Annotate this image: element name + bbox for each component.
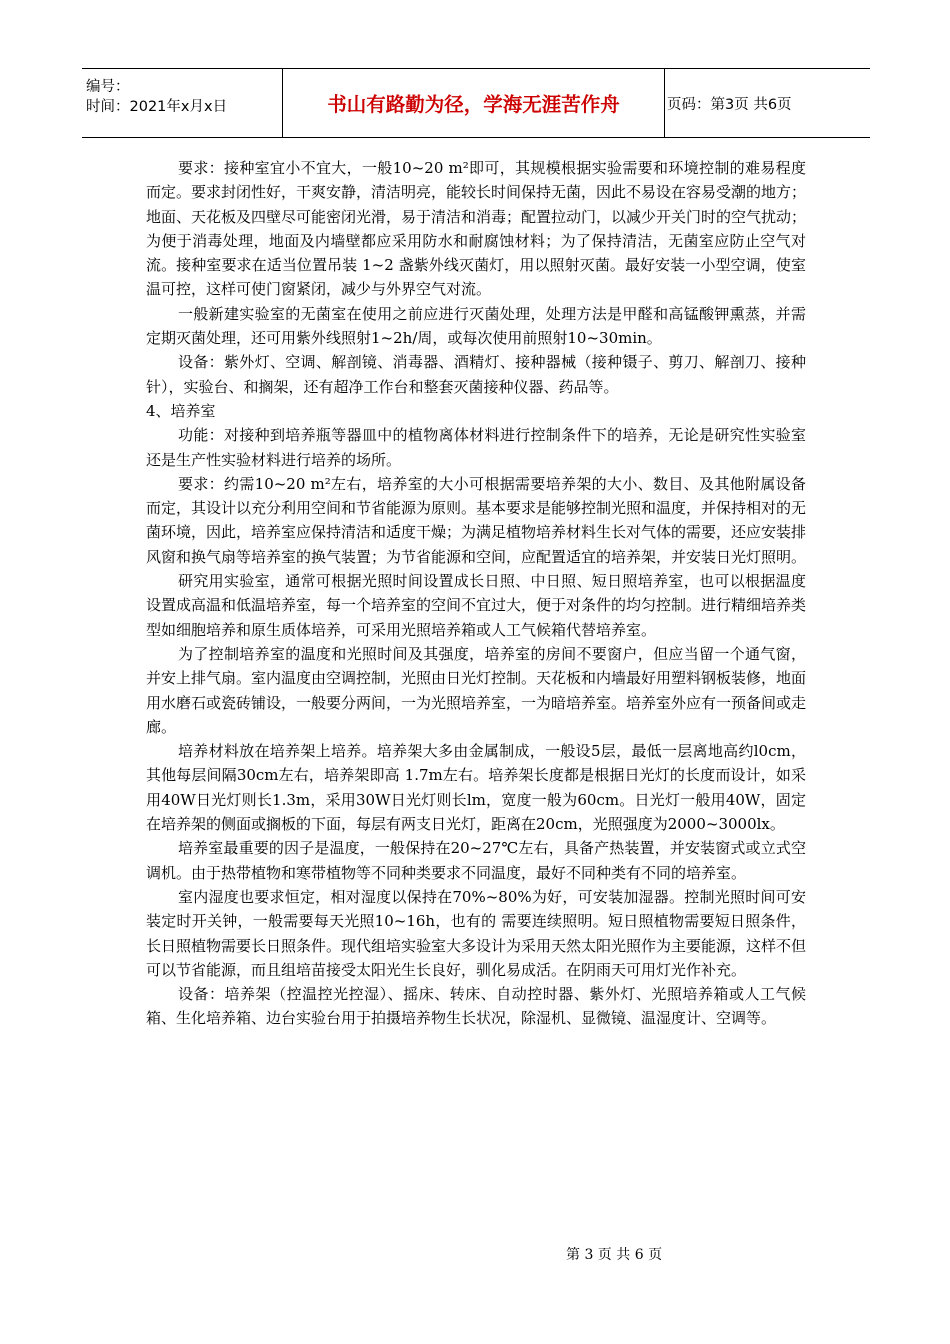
header-info [82,69,283,137]
paragraph: 培养室最重要的因子是温度，一般保持在20~27℃左右，具备产热装置，并安装窗式或立式空调机。由于热带植物和寒带植物等不同种类要求不同温度，最好不同种类有不同的培养室。 [146,839,806,882]
document-date-label: 时间：2021年x月x日 [86,99,228,115]
document-body [146,156,806,1031]
header-page-label: 页码：第3页 共6页 [667,96,792,113]
paragraph: 一般新建实验室的无菌室在使用之前应进行灭菌处理，处理方法是甲醛和高锰酸钾熏蒸，并需定期灭菌处理，还可用紫外线照射1~2h/周，或每次使用前照射10~30min。 [146,304,806,348]
paragraph: 为了控制培养室的温度和光照时间及其强度，培养室的房间不要窗户，但应当留一个通气窗，并安上排气扇。室内温度由空调控制，光照由日光灯控制。天花板和内墙最好用塑料钢板装修，地面用水磨石或瓷砖铺设，一般要分两间，一为光照培养室，一为暗培养室。培养室外应有一预备间或走廊。 [146,644,807,736]
section-heading: 4、培养室 [146,401,216,420]
paragraph: 室内湿度也要求恒定，相对湿度以保持在70%~80%为好，可安装加湿器。控制光照时间可安装定时开关钟，一般需要每天光照10~16h，也有的 需要连续照明。短日照植物需要短日照条件，长日照植物需要长日照条件。现代组培实验室大多设计为采用天然太阳光照作为主要能源，这样不但可以节省能源，而且组培苗接受太阳光生长良好，驯化易成活。在阴雨天可用灯光作补充。 [146,887,807,979]
page-header [82,68,870,138]
paragraph: 培养材料放在培养架上培养。培养架大多由金属制成，一般设5层，最低一层离地高约l0cm，其他每层间隔30cm左右，培养架即高 1.7m左右。培养架长度都是根据日光灯的长度而设计，如采用40W日光灯则长1.3m，采用30W日光灯则长lm，宽度一般为60cm。日光灯一般用40W，固定在培养架的侧面或搁板的下面，每层有两支日光灯，距离在20cm，光照强度为2000~3000lx。 [146,742,806,834]
paragraph: 要求：约需10~20 m²左右，培养室的大小可根据需要培养架的大小、数目、及其他附属设备而定，其设计以充分利用空间和节省能源为原则。基本要求是能够控制光照和温度，并保持相对的无菌环境，因此，培养室应保持清洁和适度干燥；为满足植物培养材料生长对气体的需要，还应安装排风窗和换气扇等培养室的换气装置；为节省能源和空间，应配置适宜的培养架，并安装日光灯照明。 [146,474,807,566]
paragraph: 功能：对接种到培养瓶等器皿中的植物离体材料进行控制条件下的培养，无论是研究性实验室还是生产性实验材料进行培养的场所。 [146,426,806,469]
paragraph: 设备：紫外灯、空调、解剖镜、消毒器、酒精灯、接种器械（接种镊子、剪刀、解剖刀、接种针），实验台、和搁架，还有超净工作台和整套灭菌接种仪器、药品等。 [146,353,806,396]
footer-page-number: 第 3 页 共 6 页 [566,1247,663,1263]
paragraph: 研究用实验室，通常可根据光照时间设置成长日照、中日照、短日照培养室，也可以根据温度设置成高温和低温培养室，每一个培养室的空间不宜过大，便于对条件的均匀控制。进行精细培养类型如细胞培养和原生质体培养，可采用光照培养箱或人工气候箱代替培养室。 [146,572,807,639]
header-motto: 书山有路勤为径，学海无涯苦作舟 [283,69,665,137]
paragraph: 要求：接种室宜小不宜大，一般10~20 m²即可，其规模根据实验需要和环境控制的难易程度而定。要求封闭性好，干爽安静，清洁明亮，能较长时间保持无菌，因此不易设在容易受潮的地方；地面、天花板及四壁尽可能密闭光滑，易于清洁和消毒；配置拉动门，以减少开关门时的空气扰动；为便于消毒处理，地面及内墙壁都应采用防水和耐腐蚀材料；为了保持清洁，无菌室应防止空气对流。接种室要求在适当位置吊装 1~2 盏紫外线灭菌灯，用以照射灭菌。最好安装一小型空调，使室温可控，这样可使门窗紧闭，减少与外界空气对流。 [146,159,807,299]
document-number-label: 编号： [86,79,130,95]
paragraph: 设备：培养架（控温控光控湿）、摇床、转床、自动控时器、紫外灯、光照培养箱或人工气候箱、生化培养箱、边台实验台用于拍摄培养物生长状况，除湿机、显微镜、温湿度计、空调等。 [146,985,806,1028]
header-page-info [665,69,870,137]
